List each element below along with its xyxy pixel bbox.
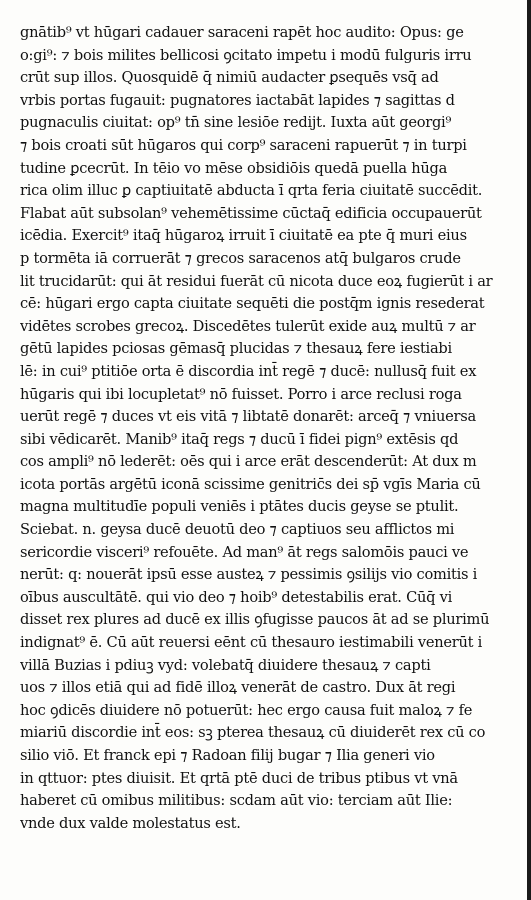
text-line: indignat⁹ ē. Cū aūt reuersi eēnt cū thesauro iestimabili venerūt i <box>20 634 483 652</box>
text-line: nerūt: q: nouerāt ipsū esse austeꝝ ⁊ pessimis ꝯsilijs vio comitis i <box>20 566 478 584</box>
text-line: pugnaculis ciuitat: op⁹ tn̄ sine lesiōe redijt. Iuxta aūt georgi⁹ <box>20 114 452 132</box>
page-edge-shadow <box>527 0 531 900</box>
text-line: haberet cū omibus militibus: scdam aūt vio: terciam aūt Ilie: <box>20 792 453 810</box>
text-line: sericordie visceri⁹ refouēte. Ad man⁹ āt regs salomōis pauci ve <box>20 543 469 561</box>
text-line: o:gi⁹: ⁊ bois milites bellicosi ꝯcitato impetu i modū fulguris irru <box>20 46 472 64</box>
text-line: vidētes scrobes grecoꝝ. Discedētes tulerūt exide auꝝ multū ⁊ ar <box>20 317 476 335</box>
text-line: vrbis portas fugauit: pugnatores iactabāt lapides ⁊ sagittas d <box>20 91 455 109</box>
text-line: villā Buzias i pdiuꝫ vyd: volebatq̄ diuidere thesauꝝ ⁊ capti <box>20 656 431 674</box>
text-line: hūgaris qui ibi locupletat⁹ nō fuisset. Porro i arce reclusi roga <box>20 385 462 403</box>
text-line: lē: in cui⁹ ptitiōe orta ē discordia int̄ regē ⁊ ducē: nullusq̄ fuit ex <box>20 362 477 380</box>
text-line: p tormēta iā corruerāt ⁊ grecos saracenos atq̄ bulgaros crude <box>20 249 461 267</box>
text-line: uerūt regē ⁊ duces vt eis vitā ⁊ libtatē donarēt: arceq̄ ⁊ vniuersa <box>20 408 476 426</box>
text-line: uos ⁊ illos etiā qui ad fidē illoꝝ venerāt de castro. Dux āt regi <box>20 679 456 697</box>
text-line: magna multitudīe populi veniēs i ptātes ducis geyse se ptulit. <box>20 498 459 516</box>
text-line: ⁊ bois croati sūt hūgaros qui corp⁹ saraceni rapuerūt ⁊ in turpi <box>20 136 467 154</box>
text-line: lit trucidarūt: qui āt residui fuerāt cū nicota duce eoꝝ fugierūt i ar <box>20 272 493 290</box>
text-line: silio viō. Et franck epi ⁊ Radoan filij bugar ⁊ Ilia generi vio <box>20 747 435 764</box>
text-line: Flabat aūt subsolan⁹ vehemētissime cūctaq̄ edificia occupauerūt <box>20 204 482 222</box>
text-line: icēdia. Exercit⁹ itaq̄ hūgaroꝝ irruit ī ciuitatē ea pte q̄ muri eius <box>20 227 467 245</box>
body-text <box>20 22 516 835</box>
text-line: rica olim illuc ꝑ captiuitatē abducta ī qrta feria ciuitatē succēdit. <box>20 182 483 200</box>
text-line: sibi vēdicarēt. Manib⁹ itaq̄ regs ⁊ ducū ī fidei pign⁹ extēsis qd <box>20 430 459 448</box>
text-line: cos ampli⁹ nō lederēt: oēs qui i arce erāt descenderūt: At dux m <box>20 453 477 471</box>
text-line: hoc ꝯdicēs diuidere nō potuerūt: hec ergo causa fuit maloꝝ ⁊ fe <box>20 701 473 719</box>
text-line: in qttuor: ptes diuisit. Et qrtā ptē duci de tribus ptibus vt vnā <box>20 769 458 787</box>
text-line: crūt sup illos. Quosquidē q̄ nimiū audacter ꝑsequēs vsq̄ ad <box>20 69 439 87</box>
text-line: vnde dux valde molestatus est. <box>20 814 241 832</box>
text-line: tudine ꝑcecrūt. In tēio vo mēse obsidiōis quedā puella hūga <box>20 159 448 177</box>
text-line: gnātib⁹ vt hūgari cadauer saraceni rapēt hoc audito: Opus: ge <box>20 24 464 41</box>
text-line: oībus auscultātē. qui vio deo ⁊ hoib⁹ detestabilis erat. Cūq̄ vi <box>20 588 453 606</box>
text-line: miariū discordie int̄ eos: sꝫ pterea thesauꝝ cū diuiderēt rex cū co <box>20 724 486 742</box>
text-line: disset rex plures ad ducē ex illis ꝯfugisse paucos āt ad se plurimū <box>20 611 490 629</box>
text-line: icota portās argētū iconā scissime genitric̄s dei sp̄ vgīs Maria cū <box>20 475 481 493</box>
text-line: cē: hūgari ergo capta ciuitate sequēti die postq̄m ignis resederat <box>20 295 485 313</box>
text-line: gētū lapides pciosas gēmasq̄ plucidas ⁊ thesauꝝ fere iestiabi <box>20 340 452 358</box>
text-line: Sciebat. n. geysa ducē deuotū deo ⁊ captiuos seu afflictos mi <box>20 521 455 539</box>
